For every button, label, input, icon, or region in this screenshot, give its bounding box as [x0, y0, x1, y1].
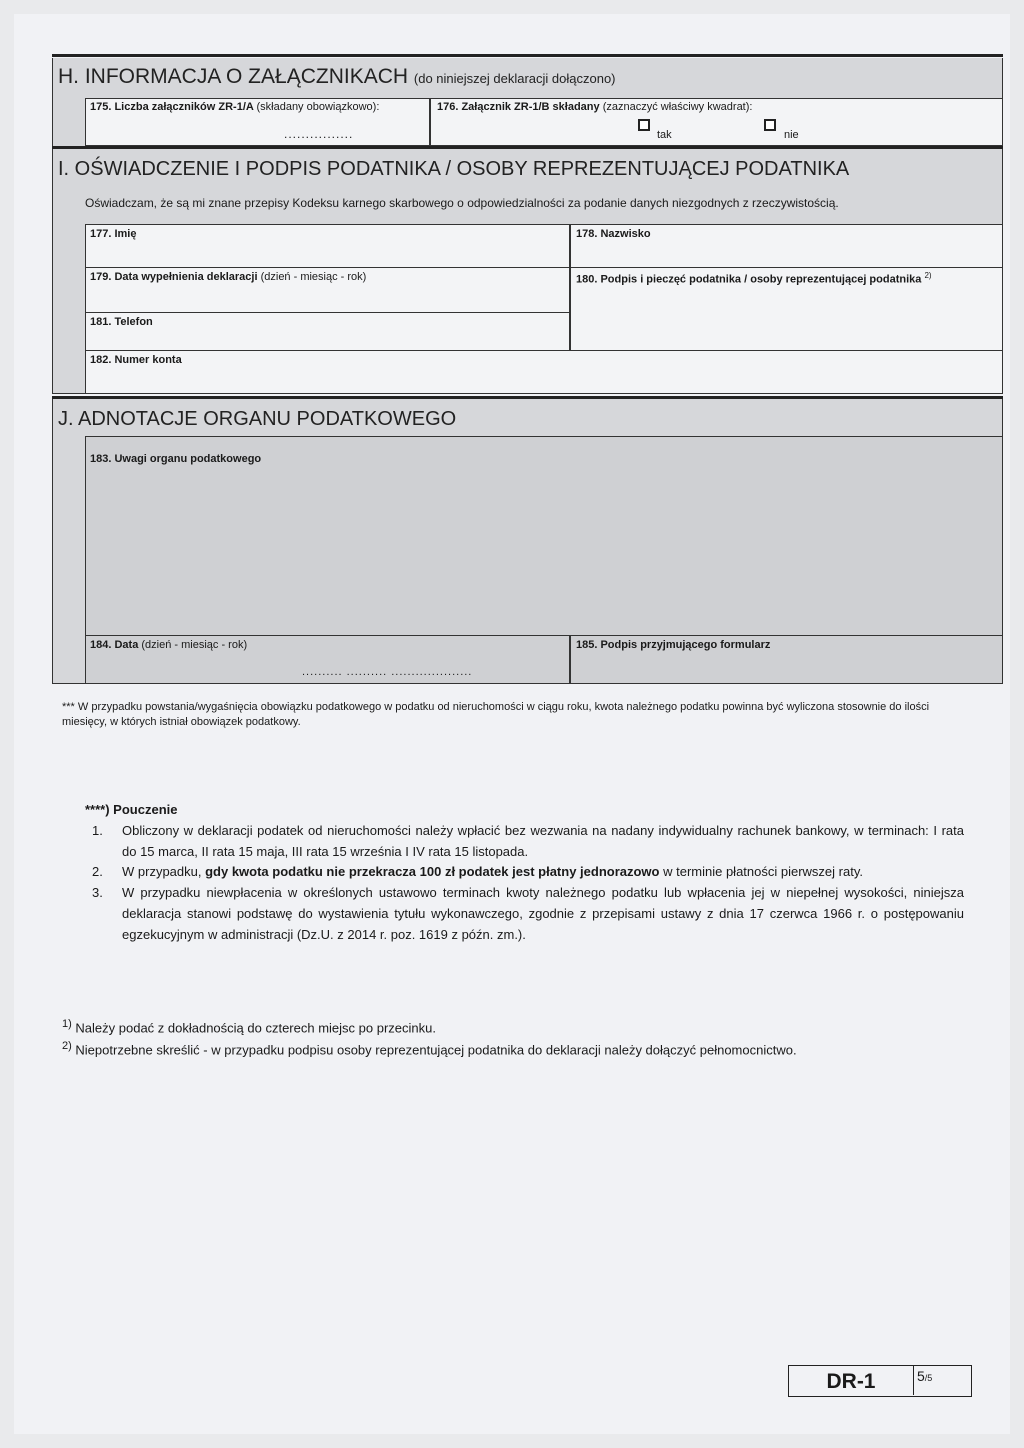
- field-176-box: [430, 98, 1003, 146]
- field-184-dots: .......... .......... ....................: [302, 666, 473, 678]
- field-183-label: 183. Uwagi organu podatkowego: [90, 453, 262, 465]
- form-code-box: [788, 1365, 972, 1397]
- pouczenie-title-text: ****) Pouczenie: [85, 802, 178, 817]
- field-185-box[interactable]: [570, 635, 1003, 684]
- section-i-title: I. OŚWIADCZENIE I PODPIS PODATNIKA / OSOBY REPREZENTUJĄCEJ PODATNIKA: [58, 158, 850, 180]
- section-h-title: H. INFORMACJA O ZAŁĄCZNIKACH (do niniejszej deklaracji dołączono): [58, 65, 616, 88]
- field-180-box[interactable]: [570, 267, 1003, 351]
- field-184-box[interactable]: [85, 635, 570, 684]
- pouczenie-item-1: Obliczony w deklaracji podatek od nieruchomości należy wpłacić bez wezwania na nadany indywidualny rachunek bankowy, w terminach: I rata do 15 marca, II rata 15 maja, III rata 15 września I IV rata 15 listopada.: [122, 823, 964, 859]
- field-177-label: 177. Imię: [90, 228, 137, 240]
- note-star3: *** W przypadku powstania/wygaśnięcia obowiązku podatkowego w podatku od nieruchomości w ciągu roku, kwota należnego podatku powinna być wyliczona stosownie do ilości miesięcy, w których istniał obowiązek podatkowy.: [62, 701, 930, 728]
- checkbox-tak-label: tak: [657, 129, 672, 141]
- pouczenie-item-2-num: 2.: [92, 864, 103, 879]
- footnote-2: $^{2)}$ Niepotrzebne skreślić - w przypadku podpisu osoby reprezentującej podatnika do deklaracji należy dołączyć pełnomocnictwo.: [62, 1040, 797, 1058]
- pouczenie-title: [85, 802, 177, 817]
- field-181-label: 181. Telefon: [90, 316, 153, 328]
- checkbox-tak[interactable]: [638, 119, 650, 131]
- pouczenie-item-2: W przypadku, gdy kwota podatku nie przekracza 100 zł podatek jest płatny jednorazowo w terminie płatności pierwszej raty.: [122, 864, 863, 879]
- checkbox-nie[interactable]: [764, 119, 776, 131]
- field-179-label: 179. Data wypełnienia deklaracji (dzień - miesiąc - rok): [90, 271, 367, 283]
- field-184-label: 184. Data (dzień - miesiąc - rok): [90, 639, 248, 651]
- footnote-1: $^{1)}$ Należy podać z dokładnością do czterech miejsc po przecinku.: [62, 1018, 436, 1036]
- section-h-top-rule: [52, 54, 1003, 57]
- field-178-box[interactable]: [570, 224, 1003, 268]
- field-183-box[interactable]: [85, 436, 1003, 636]
- field-175-box: [85, 98, 430, 146]
- page-number: 5/5: [917, 1368, 933, 1384]
- field-179-box[interactable]: [85, 267, 570, 313]
- field-177-box[interactable]: [85, 224, 570, 268]
- field-180-label: 180. Podpis i pieczęć podatnika / osoby reprezentującej podatnika $^{2)}$: [576, 271, 932, 286]
- pouczenie-item-3-num: 3.: [92, 885, 103, 900]
- section-i-statement: Oświadczam, że są mi znane przepisy Kodeksu karnego skarbowego o odpowiedzialności za podanie danych niezgodnych z rzeczywistością.: [85, 196, 839, 210]
- section-j-title: J. ADNOTACJE ORGANU PODATKOWEGO: [58, 408, 457, 430]
- field-185-label: 185. Podpis przyjmującego formularz: [576, 639, 771, 651]
- pouczenie-item-1-num: 1.: [92, 823, 103, 838]
- field-175-input[interactable]: ................: [284, 127, 354, 141]
- checkbox-nie-label: nie: [784, 129, 799, 141]
- field-175-label: 175. Liczba załączników ZR-1/A (składany obowiązkowo):: [90, 101, 380, 113]
- field-176-label: 176. Załącznik ZR-1/B składany (zaznaczyć właściwy kwadrat):: [437, 101, 753, 113]
- field-182-label: 182. Numer konta: [90, 354, 182, 366]
- field-178-label: 178. Nazwisko: [576, 228, 651, 240]
- form-code: DR-1: [789, 1366, 914, 1395]
- pouczenie-item-3: W przypadku niewpłacenia w określonych ustawowo terminach kwoty należnego podatku lub wpłacenia jej w niepełnej wysokości, niniejsza deklaracja stanowi podstawę do wystawienia tytułu wykonawczego, zgodnie z przepisami ustawy z dnia 17 czerwca 1966 r. o postępowaniu egzekucyjnym w administracji (Dz.U. z 2014 r. poz. 1619 z późn. zm.).: [122, 885, 964, 942]
- field-181-box[interactable]: [85, 312, 570, 351]
- field-182-box[interactable]: [85, 350, 1003, 394]
